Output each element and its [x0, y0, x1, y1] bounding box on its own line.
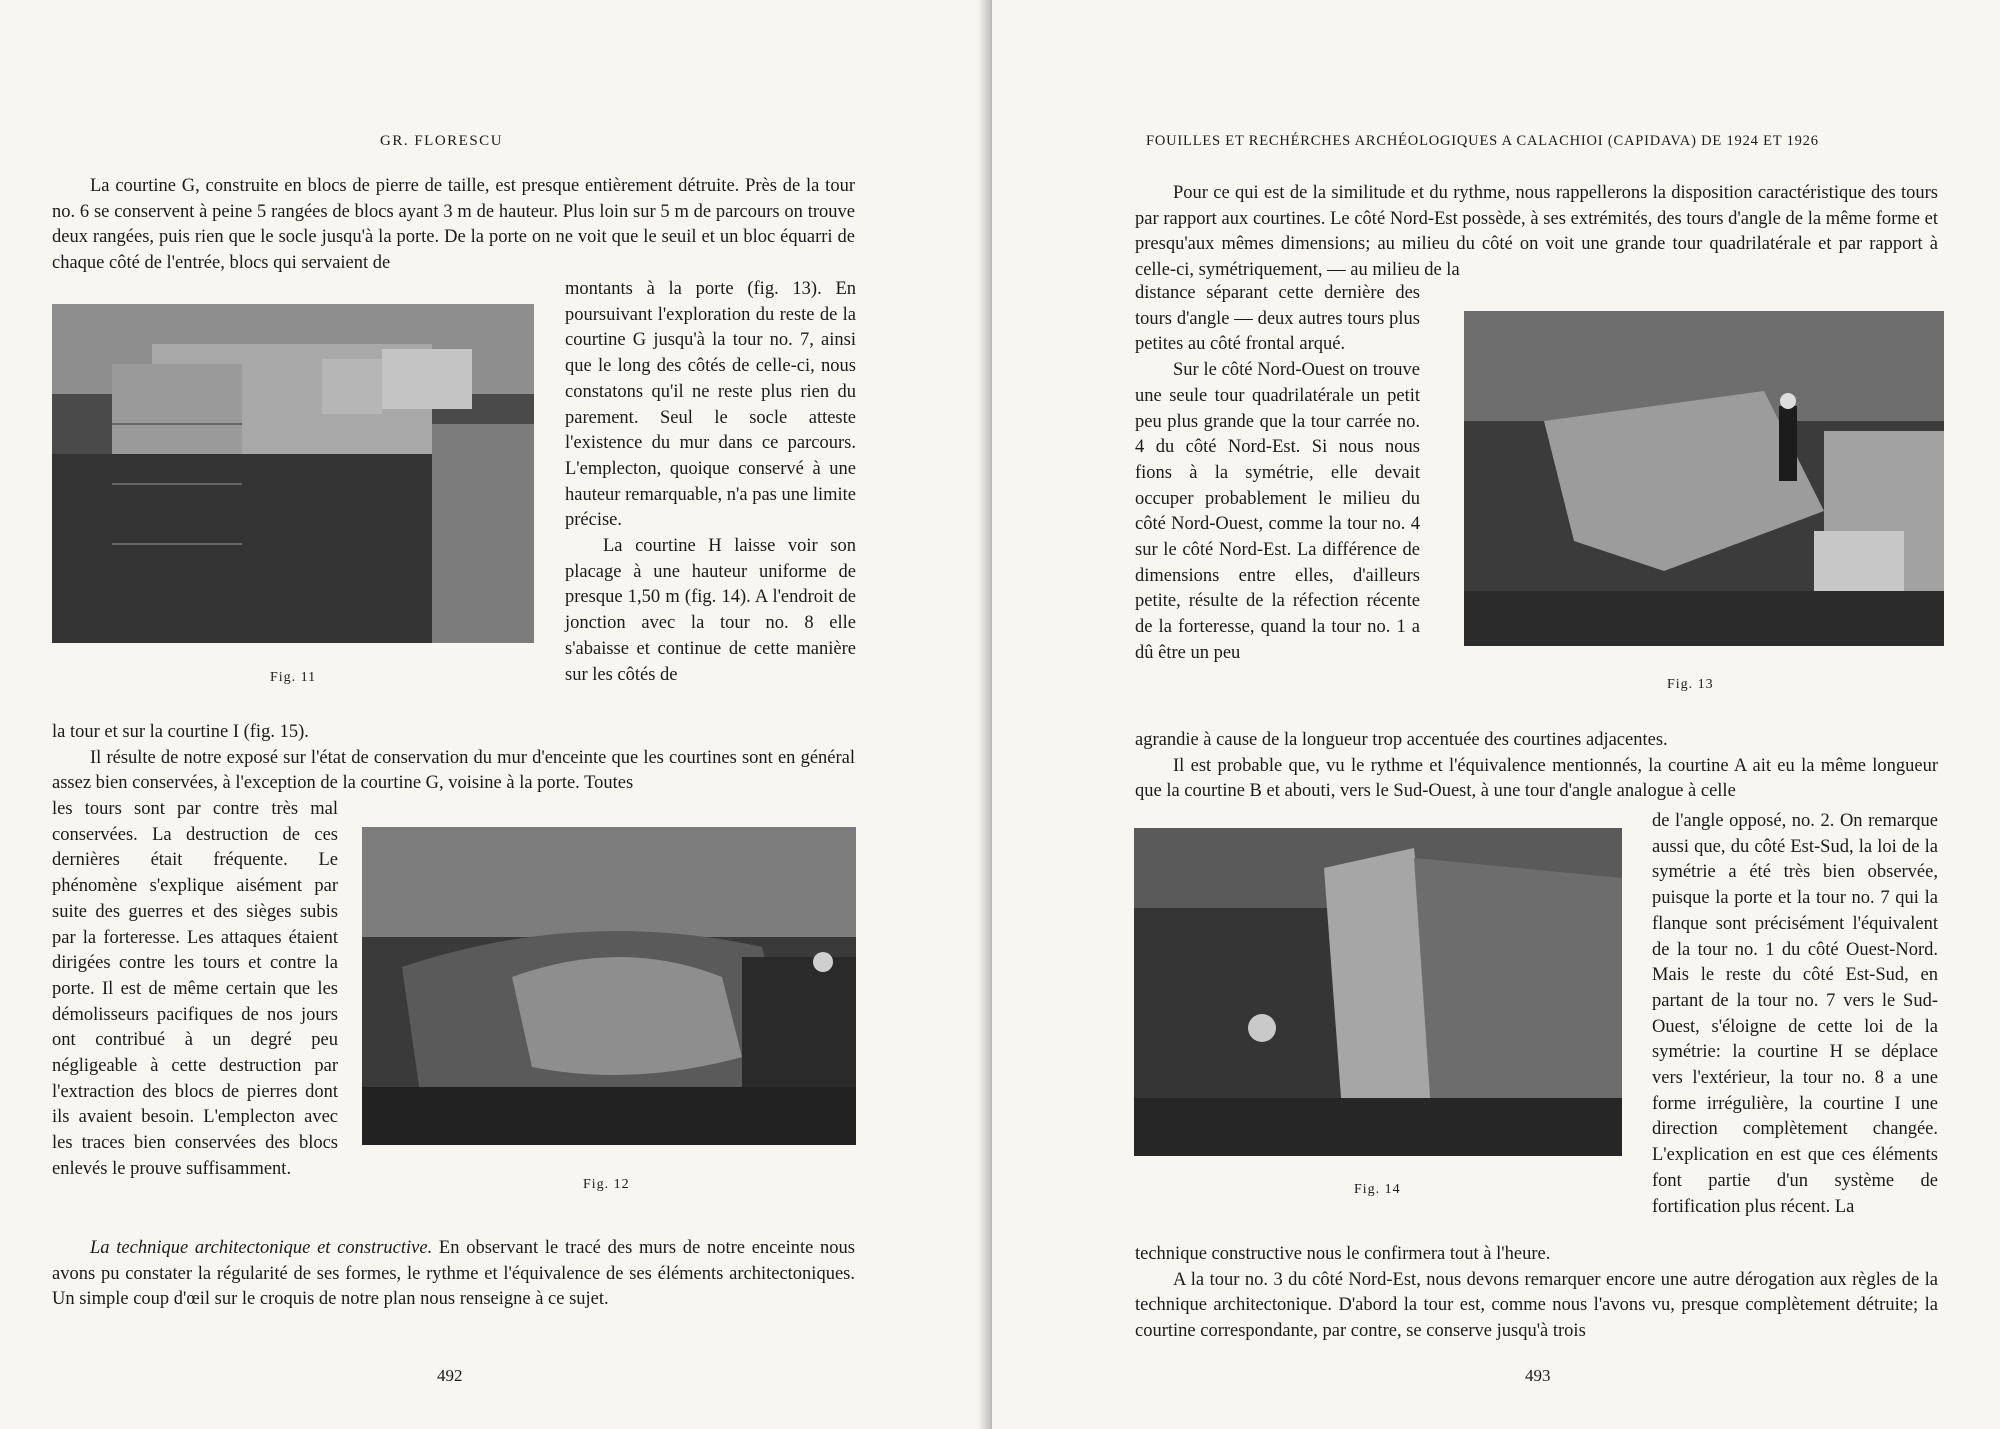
figure-13-photo [1464, 311, 1944, 646]
right-page [992, 0, 2000, 1429]
right-para3-side [1652, 809, 1938, 1220]
right-running-header: FOUILLES ET RECHÉRCHES ARCHÉOLOGIQUES A CALACHIOI (CAPIDAVA) DE 1924 ET 1926 [1146, 133, 1819, 149]
right-para1-side [1135, 281, 1420, 667]
right-para1-full [1135, 181, 1938, 284]
figure-11-caption: Fig. 11 [270, 670, 317, 685]
left-para4 [52, 1236, 855, 1313]
figure-11-photo [52, 304, 534, 643]
figure-12-photo [362, 827, 856, 1145]
text-paragraph: les tours sont par contre très mal conservées. La destruction de ces dernières était fréquente. Le phénomène s'explique aisément par suite des guerres et des sièges subis par la forteresse. Les attaques étaient dirigées contre les tours et contre la porte. Il est de même certain que les démolisseurs pacifiques de nos jours ont contribué à un degré peu négligeable à cette destruction par l'extraction des blocs de pierres dont ils avaient besoin. L'emplecton avec les traces bien conservées des blocs enlevés le prouve suffisamment. [52, 799, 338, 1179]
text-paragraph: Sur le côté Nord-Ouest on trouve une seule tour quadrilatérale un petit peu plus grande que la tour carrée no. 4 du côté Nord-Est. Si nous nous fions à la symétrie, elle devait occuper probablement le milieu du côté Nord-Ouest, comme la tour no. 4 sur le côté Nord-Est. La différence de dimensions entre elles, d'ailleurs petite, résulte de la réfection récente de la forteresse, quand la tour no. 1 a dû être un peu [1135, 360, 1420, 663]
left-page-number: 492 [437, 1366, 463, 1385]
text-paragraph: La courtine G, construite en blocs de pierre de taille, est presque entièrement détruite. Près de la tour no. 6 se conservent à peine 5 rangées de blocs ayant 3 m de hauteur. Plus loin sur 5 m de parcours on trouve deux rangées, puis rien que le socle jusqu'à la porte. De la porte on ne voit que le seuil et un bloc équarri de chaque côté de l'entrée, blocs qui servaient de [52, 176, 855, 274]
text-paragraph: technique constructive nous le confirmera tout à l'heure. [1135, 1244, 1551, 1264]
left-page [0, 0, 988, 1429]
text-paragraph: Pour ce qui est de la similitude et du rythme, nous rappellerons la disposition caractéristique des tours par rapport aux courtines. Le côté Nord-Est possède, à ses extrémités, des tours d'angle de la même forme et presqu'aux mêmes dimensions; au milieu du côté on voit une grande tour quadrilatérale et par rapport à celle-ci, symétriquement, — au milieu de la [1135, 183, 1938, 281]
text-paragraph: Il est probable que, vu le rythme et l'équivalence mentionnés, la courtine A ait eu la même longueur que la courtine B et abouti, vers le Sud-Ouest, à une tour d'angle analogue à celle [1135, 755, 1938, 802]
right-page-number: 493 [1525, 1366, 1551, 1385]
left-para2-3 [52, 720, 855, 797]
right-para3-end-4 [1135, 1242, 1938, 1345]
text-paragraph: agrandie à cause de la longueur trop accentuée des courtines adjacentes. [1135, 730, 1668, 750]
text-paragraph: Il résulte de notre exposé sur l'état de conservation du mur d'enceinte que les courtines sont en général assez bien conservées, à l'exception de la courtine G, voisine à la porte. Toutes [52, 747, 855, 794]
figure-12-caption: Fig. 12 [583, 1177, 630, 1192]
text-paragraph: de l'angle opposé, no. 2. On remarque aussi que, du côté Est-Sud, la loi de la symétrie a été très bien observée, puisque la porte et la tour no. 7 qui la flanque sont précisément l'équivalent de la tour no. 1 du côté Ouest-Nord. Mais le reste du côté Est-Sud, en partant de la tour no. 7 vers le Sud-Ouest, s'éloigne de cette loi de la symétrie: la courtine H se déplace vers l'extérieur, la tour no. 8 a une forme irrégulière, la courtine I une direction complètement changée. L'explication en est que ces éléments font partie d'un système de fortification plus récent. La [1652, 811, 1938, 1217]
text-paragraph: distance séparant cette dernière des tours d'angle — deux autres tours plus petites au côté frontal arqué. [1135, 283, 1420, 355]
left-para3-side [52, 797, 338, 1183]
text-paragraph: la tour et sur la courtine I (fig. 15). [52, 722, 309, 742]
left-para1-full [52, 174, 855, 277]
figure-14-caption: Fig. 14 [1354, 1182, 1401, 1197]
section-heading-italic: La technique architectonique et constructive. [90, 1238, 433, 1258]
figure-14-photo [1134, 828, 1622, 1156]
figure-13-caption: Fig. 13 [1667, 677, 1714, 692]
text-paragraph: montants à la porte (fig. 13). En poursuivant l'exploration du reste de la courtine G jusqu'à la tour no. 7, ainsi que le long des côtés de celle-ci, nous constatons qu'il ne reste plus rien du parement. Seul le socle atteste l'existence du mur dans ce parcours. L'emplecton, quoique conservé à une hauteur remarquable, n'a pas une limite précise. [565, 279, 856, 531]
text-paragraph: La courtine H laisse voir son placage à une hauteur uniforme de presque 1,50 m (fig. 14). A l'endroit de jonction avec la tour no. 8 elle s'abaisse et continue de cette manière sur les côtés de [565, 536, 856, 685]
text-paragraph-rest: En observant le tracé des murs de notre enceinte nous avons pu constater la régularité de ses formes, le rythme et l'équivalence de ses éléments architectoniques. Un simple coup d'œil sur le croquis de notre plan nous renseigne à ce sujet. [52, 1238, 856, 1310]
left-para1-side [565, 277, 856, 688]
text-paragraph: A la tour no. 3 du côté Nord-Est, nous devons remarquer encore une autre dérogation aux règles de la technique architectonique. D'abord la tour est, comme nous l'avons vu, presque complètement détruite; la courtine correspondante, par contre, se conserve jusqu'à trois [1135, 1269, 1938, 1342]
left-running-header: GR. FLORESCU [380, 133, 504, 149]
text-paragraph [52, 1236, 855, 1313]
right-para2-3 [1135, 728, 1938, 805]
